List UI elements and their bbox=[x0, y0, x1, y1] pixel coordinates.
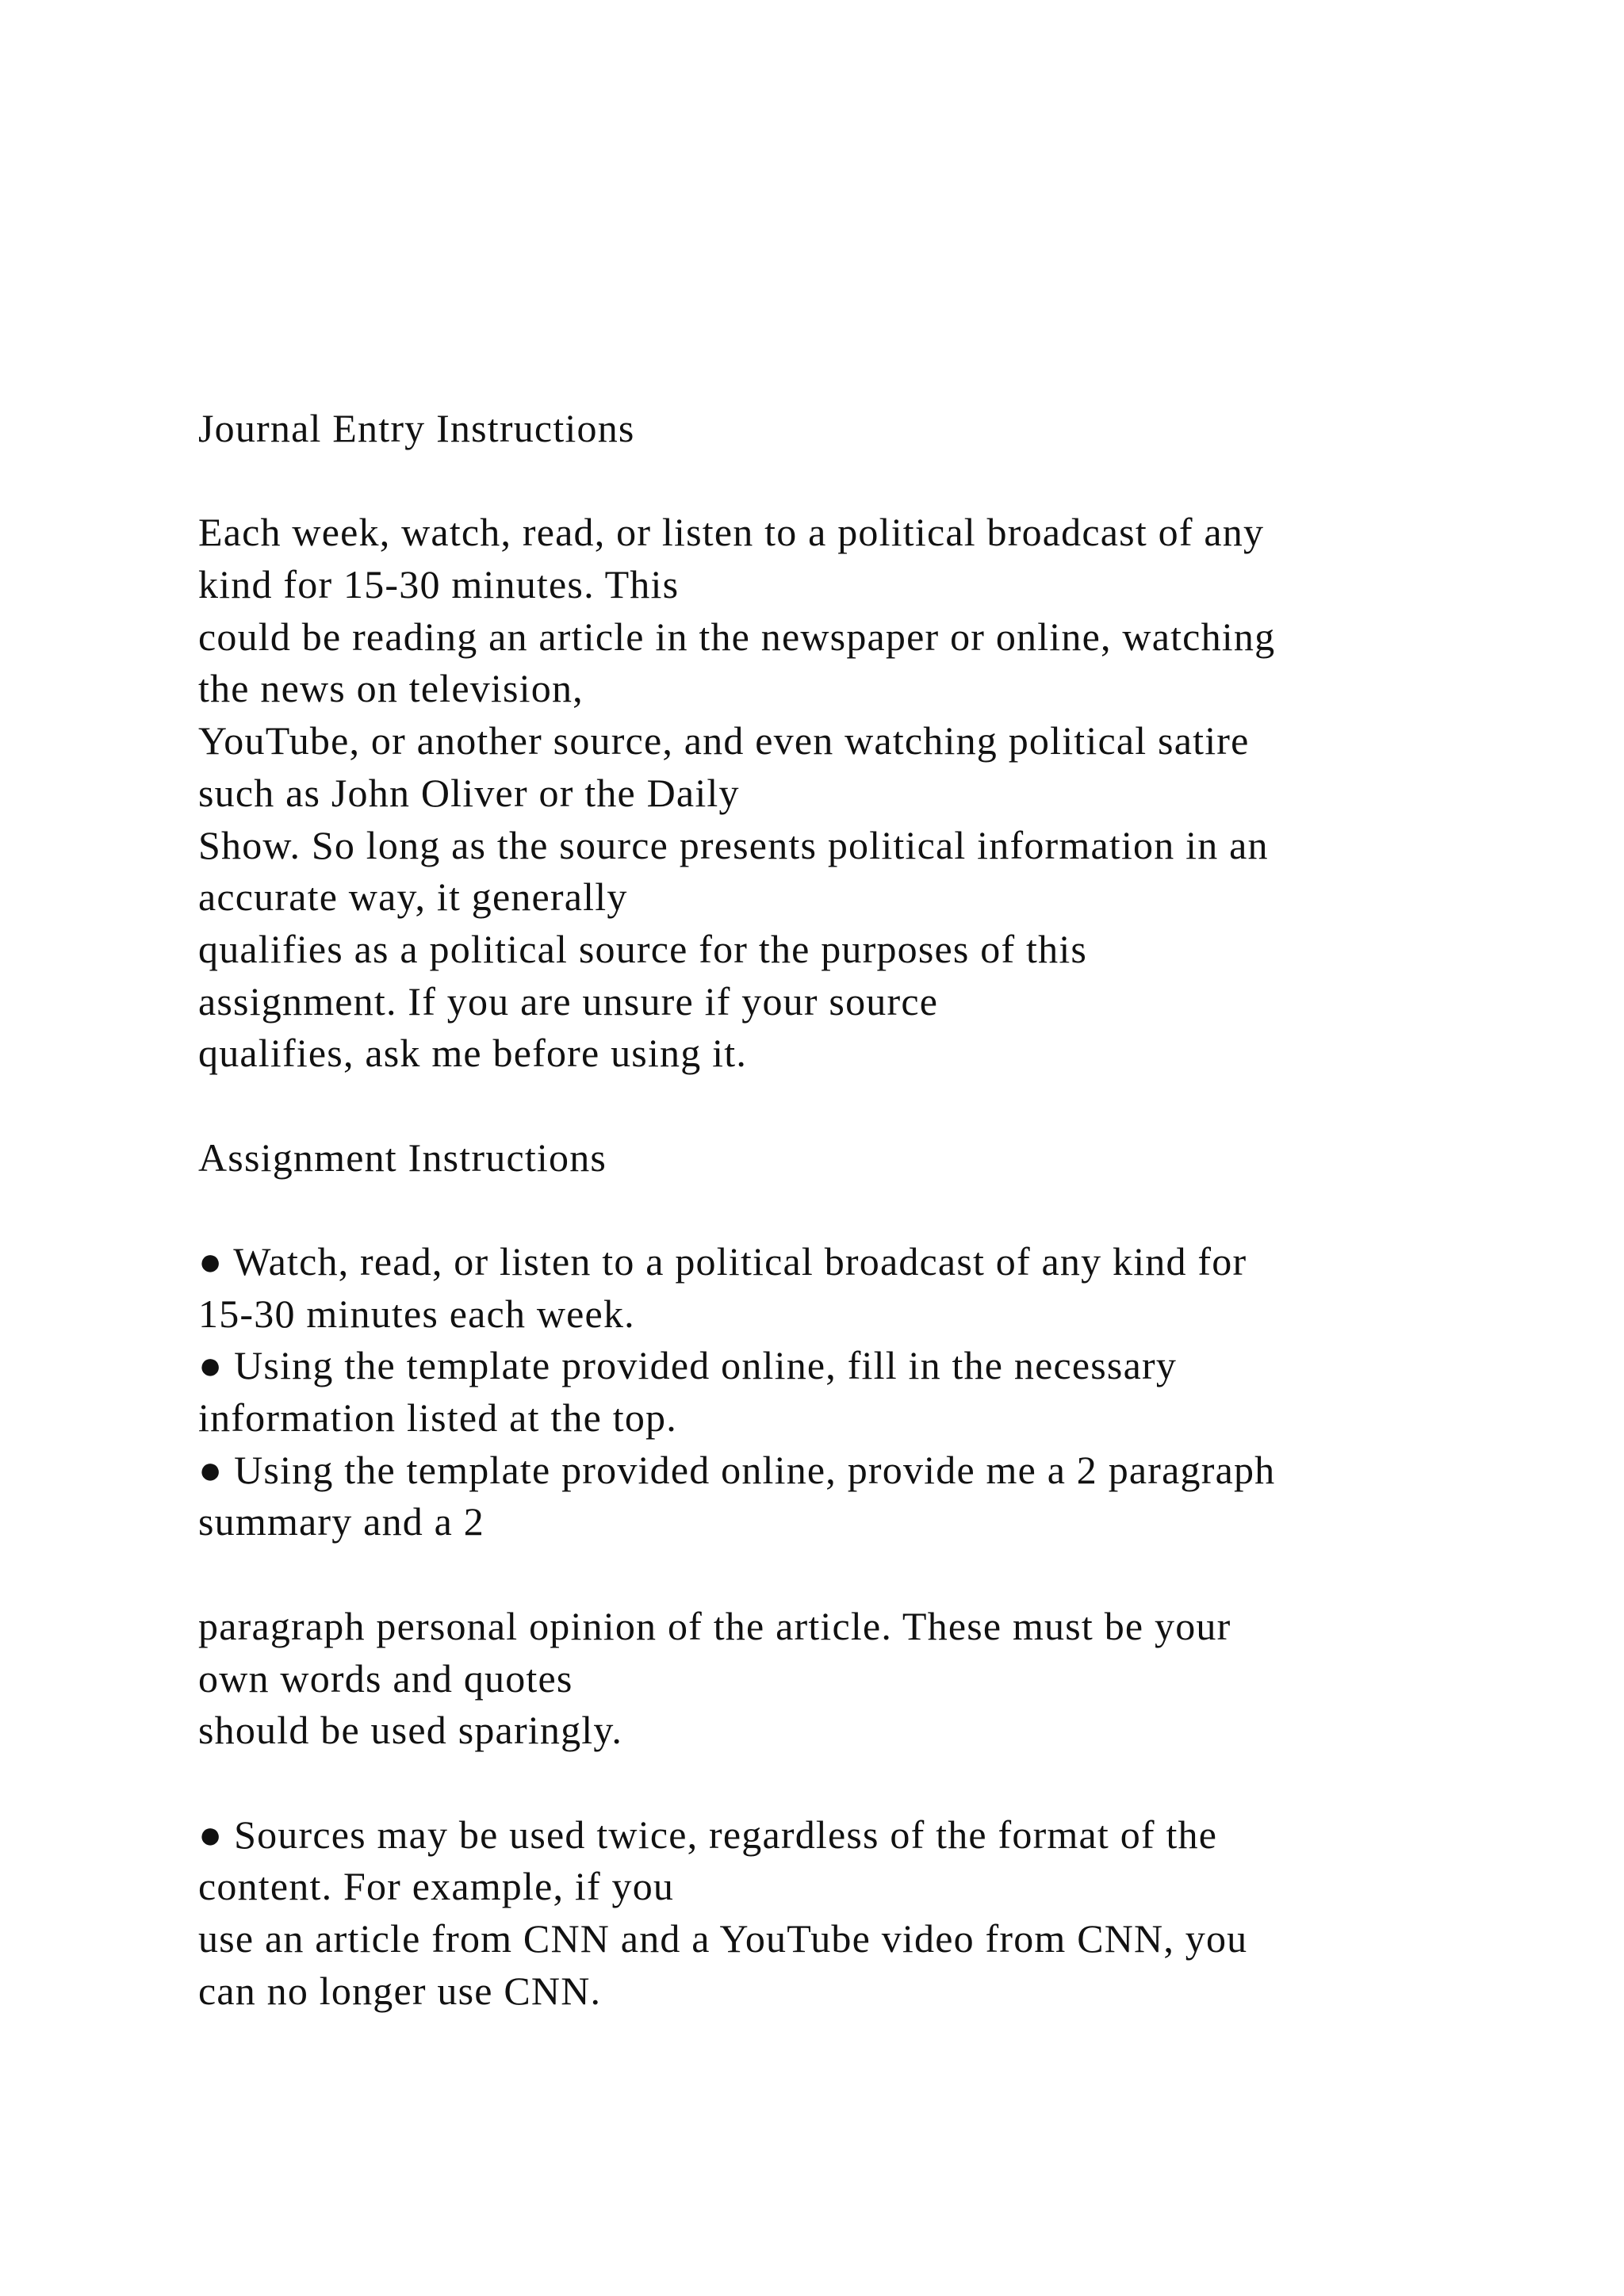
paragraph-line: assignment. If you are unsure if your source bbox=[198, 978, 939, 1024]
spacer bbox=[198, 1548, 1507, 1601]
bullet-line: summary and a 2 bbox=[198, 1499, 485, 1544]
assignment-heading: Assignment Instructions bbox=[198, 1135, 607, 1180]
bullet-line: use an article from CNN and a YouTube video from CNN, you bbox=[198, 1915, 1248, 1961]
spacer bbox=[198, 1080, 1507, 1132]
paragraph-line: accurate way, it generally bbox=[198, 874, 628, 920]
bullet-line: should be used sparingly. bbox=[198, 1708, 623, 1753]
bullet-line: information listed at the top. bbox=[198, 1395, 677, 1441]
spacer bbox=[198, 1757, 1507, 1809]
bullet-line: ● Using the template provided online, fill in the necessary bbox=[198, 1343, 1178, 1388]
bullet-line: can no longer use CNN. bbox=[198, 1968, 602, 2013]
document-body bbox=[198, 403, 1507, 2017]
bullet-line: ● Using the template provided online, provide me a 2 paragraph bbox=[198, 1447, 1276, 1492]
paragraph-line: Show. So long as the source presents political information in an bbox=[198, 822, 1269, 867]
spacer bbox=[198, 1184, 1507, 1236]
paragraph-line: qualifies, ask me before using it. bbox=[198, 1031, 748, 1076]
paragraph-line: the news on television, bbox=[198, 666, 584, 711]
bullet-line: ● Watch, read, or listen to a political broadcast of any kind for bbox=[198, 1239, 1247, 1284]
paragraph-line: qualifies as a political source for the purposes of this bbox=[198, 926, 1088, 971]
paragraph-line: kind for 15-30 minutes. This bbox=[198, 562, 680, 607]
spacer bbox=[198, 455, 1507, 507]
bullet-line: paragraph personal opinion of the article. These must be your bbox=[198, 1603, 1231, 1648]
bullet-line: ● Sources may be used twice, regardless of the format of the bbox=[198, 1812, 1218, 1857]
bullet-line: 15-30 minutes each week. bbox=[198, 1291, 635, 1336]
paragraph-line: Each week, watch, read, or listen to a political broadcast of any bbox=[198, 510, 1265, 555]
paragraph-line: could be reading an article in the newspaper or online, watching bbox=[198, 614, 1276, 659]
paragraph-line: YouTube, or another source, and even watching political satire bbox=[198, 718, 1250, 763]
bullet-line: content. For example, if you bbox=[198, 1864, 675, 1909]
journal-heading: Journal Entry Instructions bbox=[198, 406, 635, 450]
bullet-line: own words and quotes bbox=[198, 1655, 573, 1701]
paragraph-line: such as John Oliver or the Daily bbox=[198, 770, 740, 815]
